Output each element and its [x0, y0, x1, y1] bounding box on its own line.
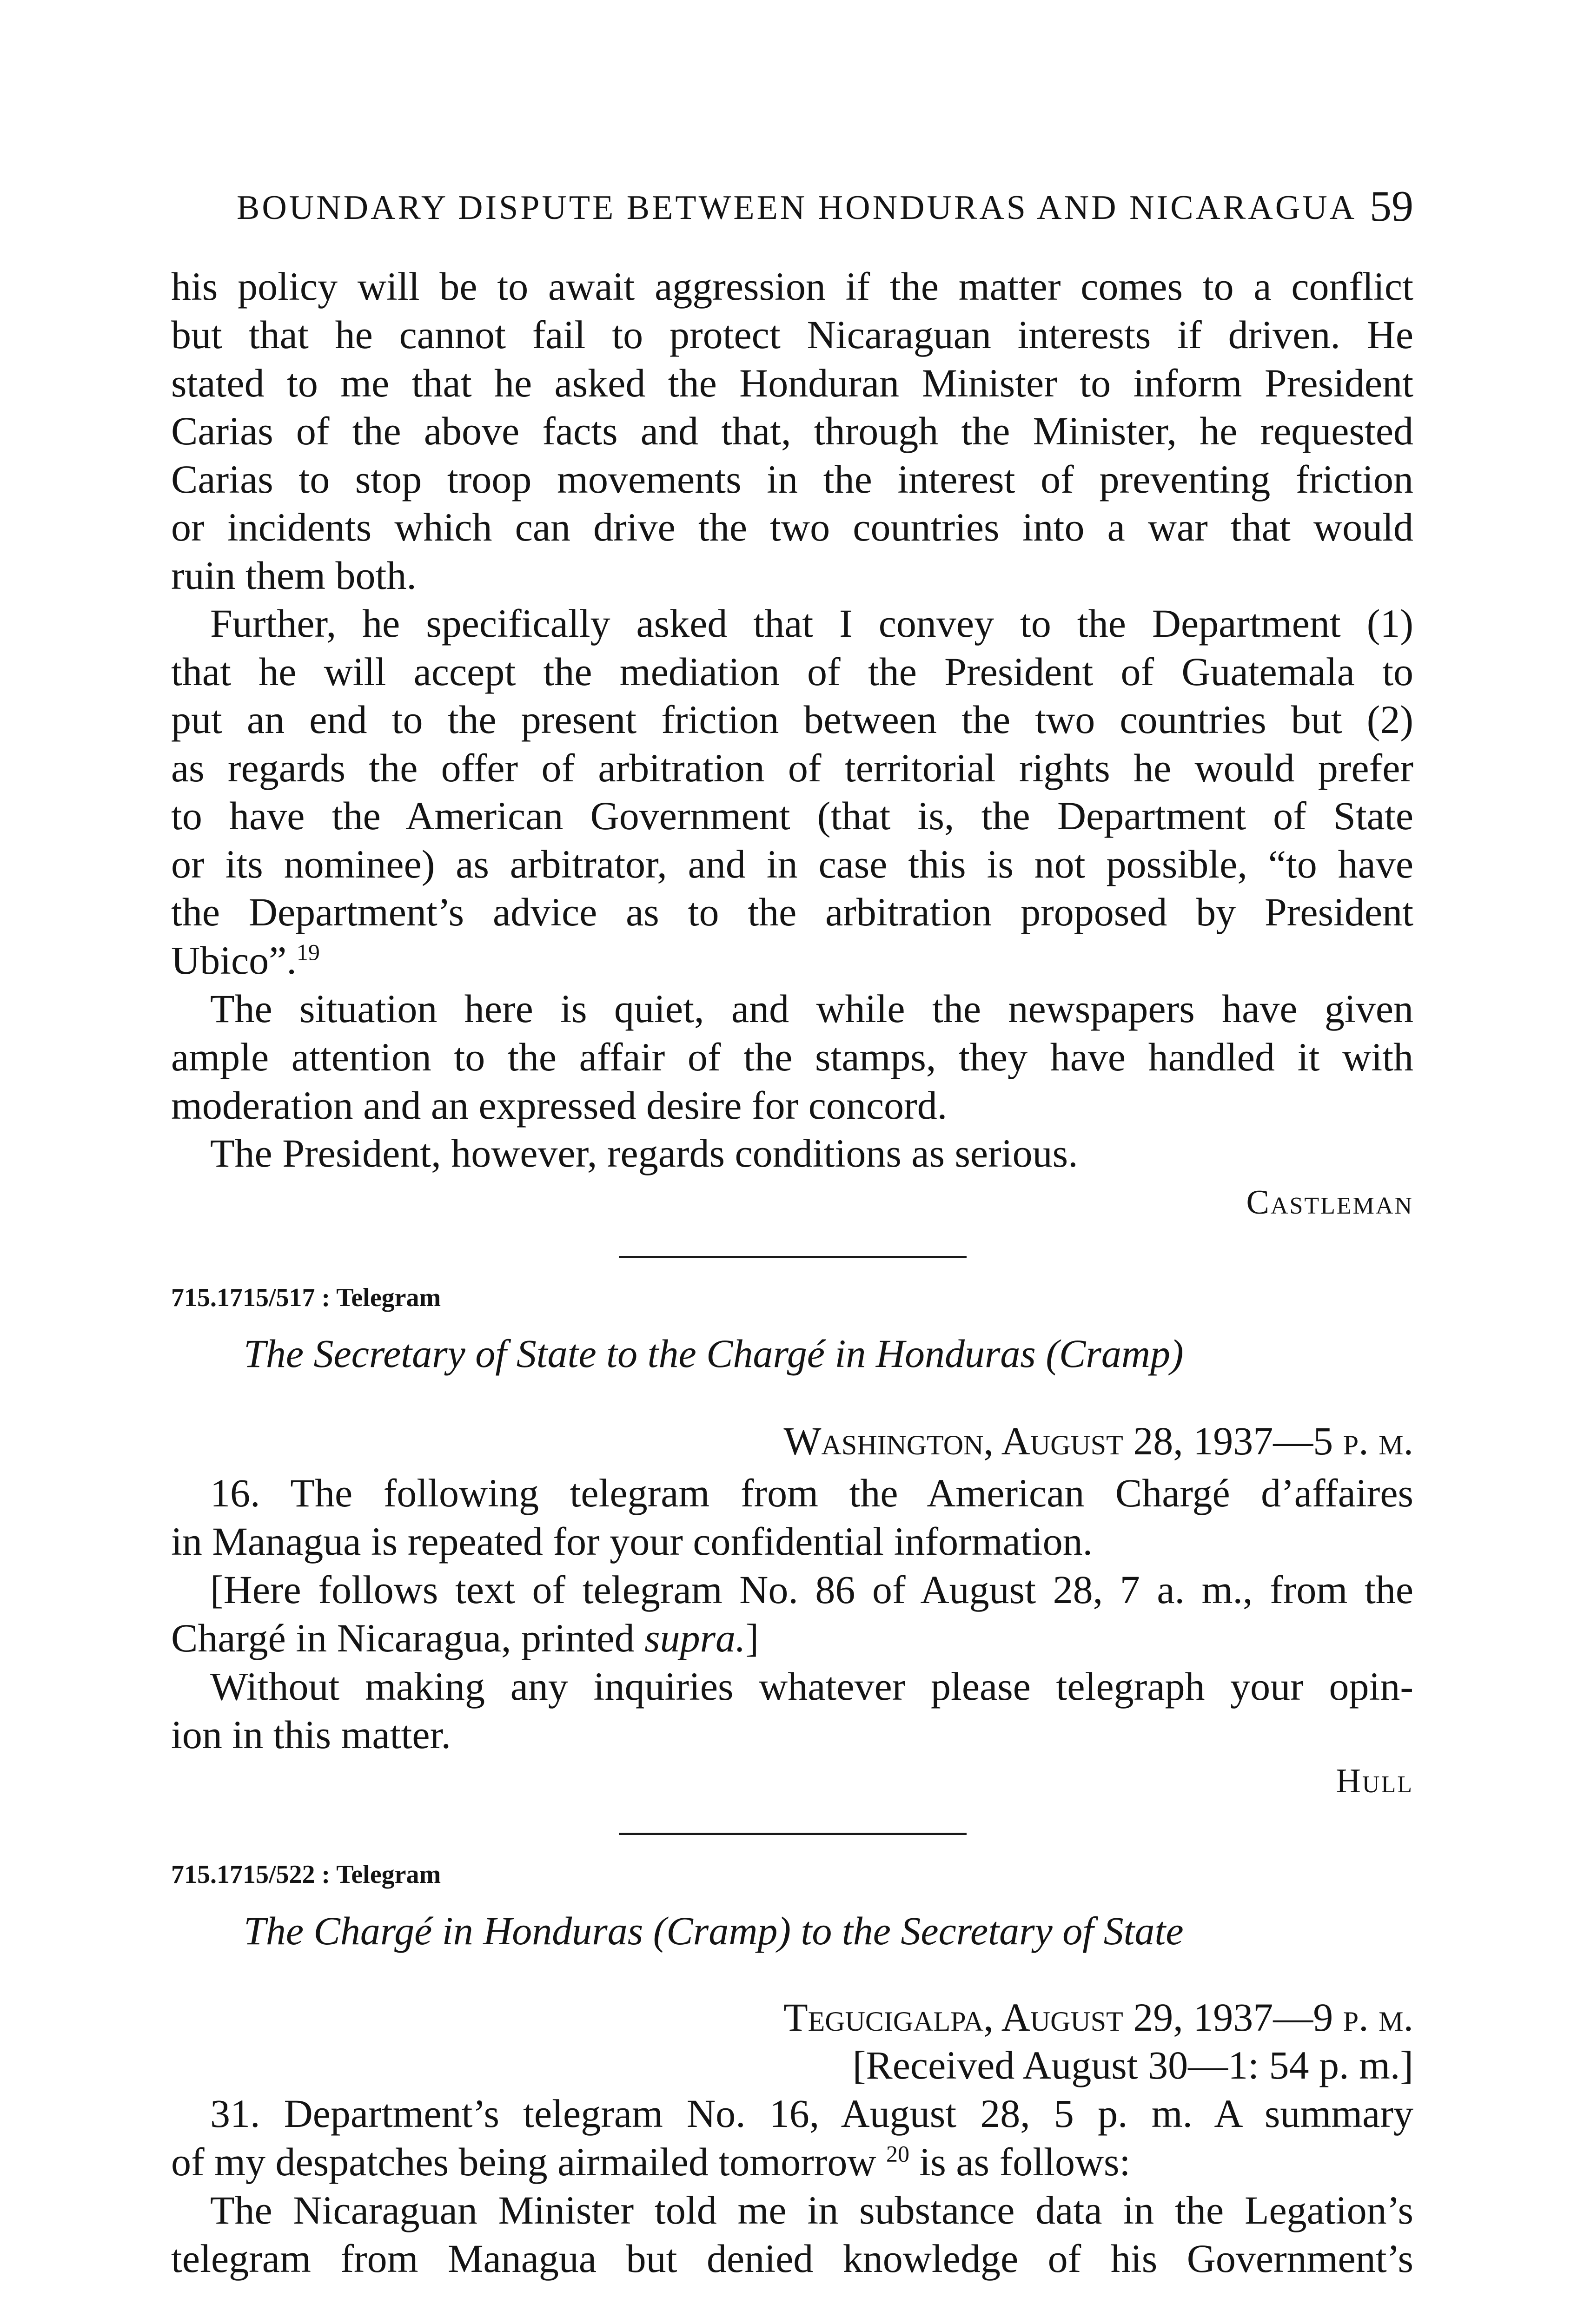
text-line: [171, 1615, 1413, 1661]
text-fragment: ]: [745, 1616, 759, 1660]
file-reference: 715.1715/517 : Telegram: [171, 1283, 441, 1312]
text-line: telegram from Managua but denied knowledge of his Government’s: [171, 2236, 1413, 2281]
text-fragment: is as follows:: [909, 2139, 1131, 2184]
text-fragment: of my despatches being airmailed tomorrow: [171, 2139, 876, 2184]
section-divider: [619, 1256, 967, 1258]
text-line: 16. The following telegram from the American Chargé d’affaires: [210, 1471, 1413, 1515]
text-line: The situation here is quiet, and while the newspapers have given: [210, 986, 1413, 1031]
text-line: Further, he specifically asked that I convey to the Department (1): [210, 601, 1413, 646]
text-line: to have the American Government (that is, the Department of State: [171, 793, 1413, 838]
text-line: The President, however, regards conditions as serious.: [210, 1131, 1078, 1175]
text-line: ample attention to the affair of the stamps, they have handled it with: [171, 1035, 1413, 1079]
text-line: Without making any inquiries whatever please telegraph your opin-: [210, 1664, 1413, 1709]
text-line: but that he cannot fail to protect Nicaraguan interests if driven. He: [171, 312, 1413, 357]
page-number: 59: [1370, 182, 1413, 231]
text-line: or incidents which can drive the two countries into a war that would: [171, 505, 1413, 549]
text-line: moderation and an expressed desire for concord.: [171, 1083, 948, 1128]
text-line: [171, 2139, 1413, 2185]
text-line: as regards the offer of arbitration of territorial rights he would prefer: [171, 746, 1413, 790]
received-line: [Received August 30—1: 54 p. m.]: [852, 2043, 1413, 2087]
dateline: Tegucigalpa, August 29, 1937—9 p. m.: [783, 1995, 1413, 2040]
running-header: [237, 180, 1413, 231]
section-divider: [619, 1833, 967, 1835]
text-line: ruin them both.: [171, 553, 417, 598]
dateline: Washington, August 28, 1937—5 p. m.: [783, 1419, 1413, 1463]
supra-italic: supra.: [644, 1616, 746, 1660]
document-caption: The Secretary of State to the Chargé in Honduras (Cramp): [244, 1331, 1184, 1376]
footnote-ref-20: 20: [886, 2140, 910, 2167]
text-line: in Managua is repeated for your confidential information.: [171, 1519, 1093, 1564]
signature-castleman: Castleman: [1246, 1183, 1413, 1221]
footnote-ref-19: 19: [296, 939, 320, 965]
text-line: put an end to the present friction between the two countries but (2): [171, 697, 1413, 742]
document-caption: The Chargé in Honduras (Cramp) to the Secretary of State: [244, 1908, 1184, 1953]
header-title: BOUNDARY DISPUTE BETWEEN HONDURAS AND NICARAGUA: [237, 189, 1357, 227]
signature-hull: Hull: [1336, 1762, 1413, 1800]
text-fragment: Ubico”.: [171, 938, 297, 983]
text-line: 31. Department’s telegram No. 16, August 28, 5 p. m. A summary: [210, 2091, 1413, 2136]
text-line: that he will accept the mediation of the President of Guatemala to: [171, 649, 1413, 694]
text-line: [Here follows text of telegram No. 86 of August 28, 7 a. m., from the: [210, 1567, 1413, 1612]
text-line: the Department’s advice as to the arbitration proposed by President: [171, 890, 1413, 934]
file-reference: 715.1715/522 : Telegram: [171, 1860, 441, 1889]
text-fragment: Chargé in Nicaragua, printed: [171, 1616, 645, 1660]
text-line: or its nominee) as arbitrator, and in case this is not possible, “to have: [171, 842, 1413, 886]
text-line: his policy will be to await aggression if the matter comes to a conflict: [171, 264, 1413, 309]
text-line: ion in this matter.: [171, 1712, 451, 1757]
text-line: Carias of the above facts and that, through the Minister, he requested: [171, 409, 1413, 453]
text-line: stated to me that he asked the Honduran Minister to inform President: [171, 361, 1413, 405]
text-line: [171, 937, 1413, 984]
text-line: Carias to stop troop movements in the interest of preventing friction: [171, 457, 1413, 502]
text-line: The Nicaraguan Minister told me in substance data in the Legation’s: [210, 2188, 1413, 2232]
